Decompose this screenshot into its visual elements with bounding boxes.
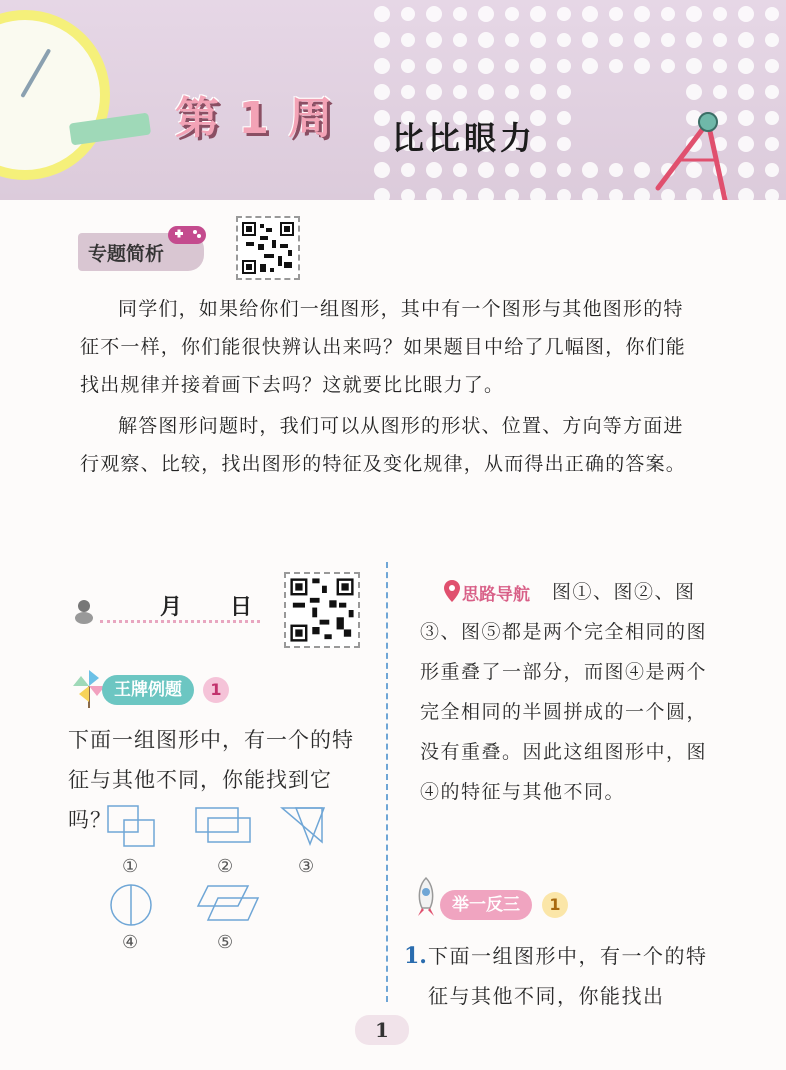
qr-code[interactable] bbox=[236, 216, 300, 280]
gamepad-icon bbox=[166, 222, 208, 246]
chapter-banner bbox=[0, 0, 786, 200]
week-title: 第 1 周 bbox=[175, 93, 335, 144]
compass-icon bbox=[650, 100, 730, 200]
figure-2-label: ② bbox=[217, 856, 234, 877]
week-subtitle: 比比眼力 bbox=[392, 119, 537, 157]
figure-3-label: ③ bbox=[298, 856, 315, 877]
figure-5-label: ⑤ bbox=[217, 932, 234, 953]
date-row bbox=[70, 590, 260, 630]
topic-tag-label: 专题简析 bbox=[88, 243, 165, 265]
figure-1 bbox=[106, 804, 158, 848]
overview-paragraph-1: 同学们，如果给你们一组图形，其中有一个图形与其他图形的特征不一样，你们能很快辨认出来吗？如果题目中给了几幅图，你们能找出规律并接着画下去吗？这就要比比眼力了。 bbox=[80, 298, 687, 396]
figure-5 bbox=[196, 884, 260, 924]
example-tag: 王牌例题 bbox=[102, 675, 194, 705]
rocket-icon bbox=[410, 876, 442, 918]
figure-3 bbox=[280, 806, 328, 846]
practice-item-number: 1. bbox=[404, 943, 427, 969]
figure-4 bbox=[108, 882, 154, 928]
figure-4-label: ④ bbox=[122, 932, 139, 953]
practice-number: 1 bbox=[542, 892, 568, 918]
figure-1-label: ① bbox=[122, 856, 139, 877]
cat-icon bbox=[70, 596, 98, 626]
day-label: 日 bbox=[230, 595, 253, 620]
figure-2 bbox=[194, 806, 254, 846]
column-divider bbox=[386, 562, 388, 1002]
practice-text: 下面一组图形中，有一个的特征与其他不同，你能找出 bbox=[428, 944, 708, 1008]
page-number: 1 bbox=[355, 1015, 409, 1045]
qr-code-example[interactable] bbox=[284, 572, 360, 648]
example-number: 1 bbox=[203, 677, 229, 703]
month-label: 月 bbox=[160, 595, 183, 620]
practice-tag: 举一反三 bbox=[440, 890, 532, 920]
example-question: 下面一组图形中，有一个的特征与其他不同，你能找到它吗？ bbox=[68, 728, 354, 832]
hint-tag: 思路导航 bbox=[462, 585, 530, 605]
clock-icon bbox=[0, 10, 110, 180]
pinwheel-icon bbox=[72, 668, 106, 708]
hint-text: 图①、图②、图③、图⑤都是两个完全相同的图形重叠了一部分，而图④是两个完全相同的半圆拼成的一个圆，没有重叠。因此这组图形中，图④的特征与其他不同。 bbox=[420, 581, 708, 803]
overview-paragraph-2: 解答图形问题时，我们可以从图形的形状、位置、方向等方面进行观察、比较，找出图形的特征及变化规律，从而得出正确的答案。 bbox=[80, 415, 687, 475]
